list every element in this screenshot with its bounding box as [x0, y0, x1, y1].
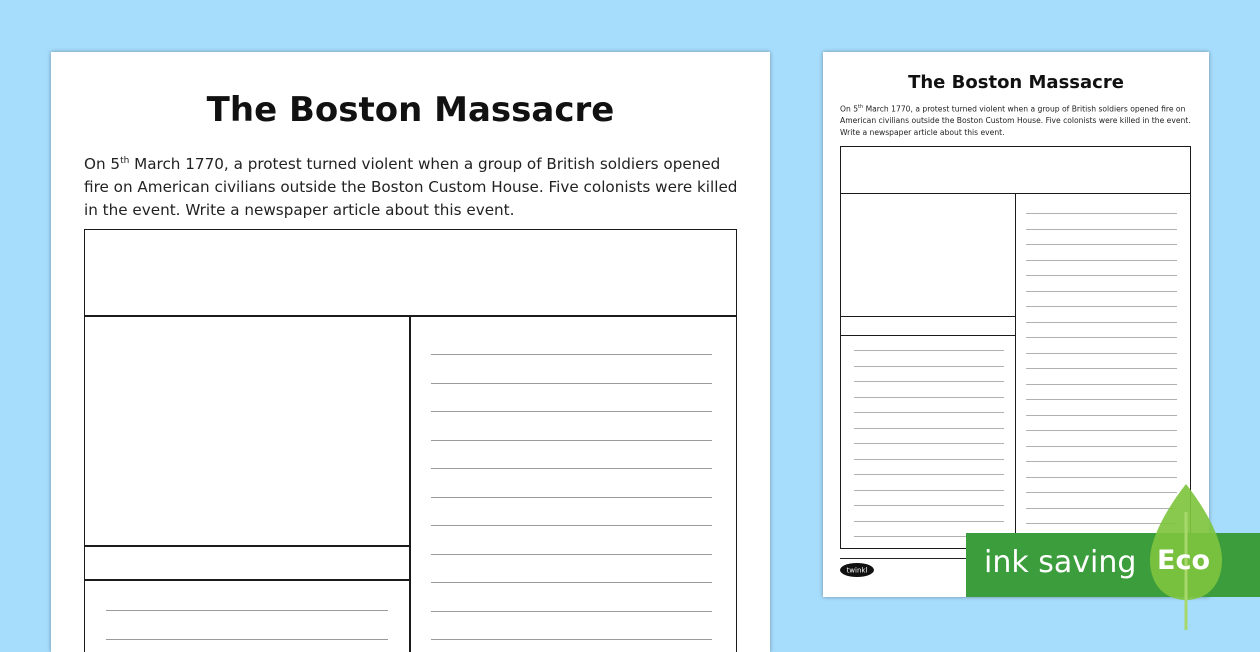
worksheet-page-large	[51, 52, 770, 652]
writing-line	[106, 610, 388, 611]
picture-box	[84, 315, 411, 547]
writing-line	[431, 554, 712, 555]
writing-line	[1026, 399, 1177, 400]
caption-box-small	[840, 316, 1016, 336]
writing-line	[854, 505, 1004, 506]
headline-box-small	[840, 146, 1191, 194]
writing-line	[854, 490, 1004, 491]
writing-line	[431, 582, 712, 583]
twinkl-logo	[839, 562, 875, 578]
writing-line	[854, 381, 1004, 382]
writing-line	[431, 354, 712, 355]
writing-line	[431, 468, 712, 469]
writing-line	[1026, 322, 1177, 323]
intro-pre-small: On 5	[840, 104, 859, 114]
writing-line	[1026, 477, 1177, 478]
writing-line	[1026, 275, 1177, 276]
main-writing-box	[409, 315, 737, 652]
writing-line	[1026, 353, 1177, 354]
writing-line	[854, 521, 1004, 522]
intro-sup: th	[120, 156, 130, 166]
side-writing-box	[84, 579, 411, 652]
intro-post-small: March 1770, a protest turned violent when a group of British soldiers opened fire on American civilians outside the Boston Custom House. Five colonists were killed in the event. Write a newspaper article about this event.	[840, 104, 1191, 137]
writing-line	[1026, 229, 1177, 230]
headline-box	[84, 229, 737, 317]
writing-line	[1026, 337, 1177, 338]
worksheet-title-small: The Boston Massacre	[908, 72, 1124, 93]
writing-line	[854, 412, 1004, 413]
worksheet-instructions	[84, 150, 744, 222]
writing-line	[1026, 260, 1177, 261]
writing-line	[106, 639, 388, 640]
ink-saving-label: ink saving	[984, 545, 1137, 580]
worksheet-title: The Boston Massacre	[206, 90, 615, 130]
intro-pre: On 5	[84, 155, 121, 174]
picture-box-small	[840, 193, 1016, 317]
writing-line	[431, 497, 712, 498]
writing-line	[1026, 368, 1177, 369]
writing-line	[431, 440, 712, 441]
writing-line	[431, 639, 712, 640]
writing-line	[1026, 244, 1177, 245]
writing-line	[854, 366, 1004, 367]
writing-line	[854, 397, 1004, 398]
writing-line	[431, 525, 712, 526]
writing-line	[431, 611, 712, 612]
writing-line	[854, 459, 1004, 460]
twinkl-logo-text: twinkl	[846, 566, 868, 575]
writing-line	[854, 474, 1004, 475]
intro-sup-small: th	[858, 104, 864, 110]
writing-line	[1026, 461, 1177, 462]
writing-line	[431, 383, 712, 384]
writing-line	[431, 411, 712, 412]
side-writing-box-small	[840, 335, 1016, 549]
writing-line	[1026, 213, 1177, 214]
writing-line	[1026, 306, 1177, 307]
writing-line	[1026, 430, 1177, 431]
writing-line	[854, 428, 1004, 429]
worksheet-instructions-small	[840, 102, 1200, 138]
writing-line	[1026, 446, 1177, 447]
writing-line	[1026, 291, 1177, 292]
caption-box	[84, 545, 411, 581]
writing-line	[854, 350, 1004, 351]
intro-post: March 1770, a protest turned violent when a group of British soldiers opened fire on American civilians outside the Boston Custom House. Five colonists were killed in the event. Write a newspaper article about this event.	[84, 155, 738, 220]
writing-line	[854, 443, 1004, 444]
eco-label: Eco	[1157, 545, 1210, 576]
writing-line	[1026, 415, 1177, 416]
writing-line	[1026, 384, 1177, 385]
